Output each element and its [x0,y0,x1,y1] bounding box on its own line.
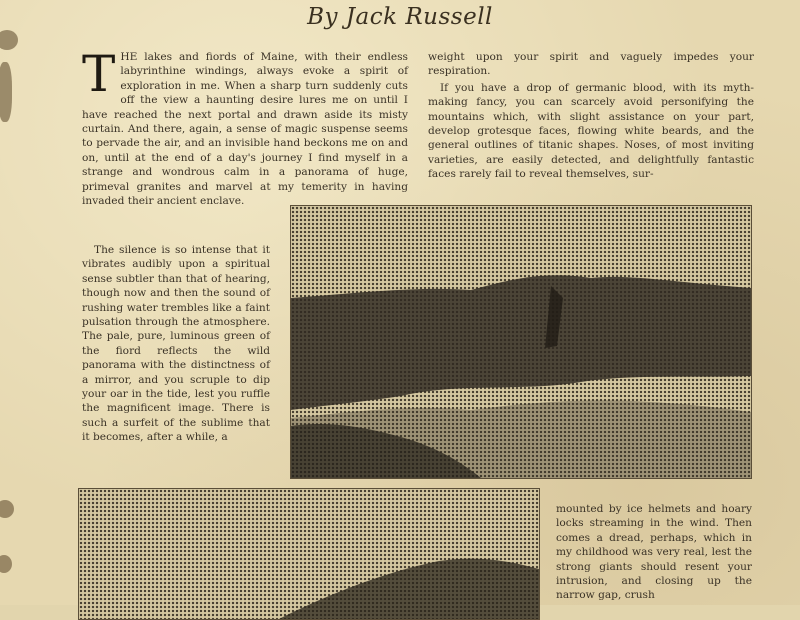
lower-photograph [78,488,540,620]
author-byline: By Jack Russell [307,4,493,30]
paragraph [82,45,408,208]
fiord-photograph [290,205,752,479]
binding-stain [0,30,18,50]
drop-cap: T [82,45,116,103]
paragraph: mounted by ice helmets and hoary locks streaming in the wind. Then comes a dread, perhaps, which in my childhood was very real, lest the strong giants should resent your intrusion, and closing up the narrow gap, crush [556,503,752,602]
text-column-right-bottom [556,502,752,605]
binding-stain [0,500,14,518]
text-column-right [428,50,754,184]
paragraph-text: HE lakes and fiords of Maine, with their endless labyrinthine windings, always evoke a spirit of exploration in me. When a sharp turn suddenly cuts off the view a haunting desire lures me on until I have reached the next portal and drawn aside its misty curtain. And there, again, a sense of magic suspense seems to pervade the air, and an invisible hand beckons me on and on, until at the end of a day's journey I find myself in a strange and wondrous calm in a panorama of huge, primeval granites and marvel at my temerity in having invaded their ancient enclave. [82,51,408,208]
text-column-left [82,45,408,210]
photo-landscape-graphic-lower [79,489,539,619]
paragraph: The silence is so intense that it vibrates audibly upon a spiritual sense subtler than that of hearing, though now and then the sound of rushing water trembles like a faint pulsation through the atmosphere. The pale, pure, luminous green of the fiord reflects the wild panorama with the distinctness of a mirror, and you scruple to dip your oar in the tide, lest you ruffle the magnificent image. There is such a surfeit of the sublime that it becomes, after a while, a [82,244,270,444]
binding-stain [0,555,12,573]
photo-landscape-graphic [291,206,751,478]
text-column-left-narrow [82,243,270,447]
paragraph: If you have a drop of germanic blood, with its myth-making fancy, you can scarcely avoid personifying the mountains which, with slight assistance on your part, develop grotesque faces, flowing white beards, and the general outlines of titanic shapes. Noses, of most inviting varieties, are easily detected, and delightfully fantastic faces rarely fail to reveal themselves, sur- [428,81,754,181]
binding-stain [0,62,12,122]
paragraph: weight upon your spirit and vaguely impedes your respiration. [428,51,754,78]
